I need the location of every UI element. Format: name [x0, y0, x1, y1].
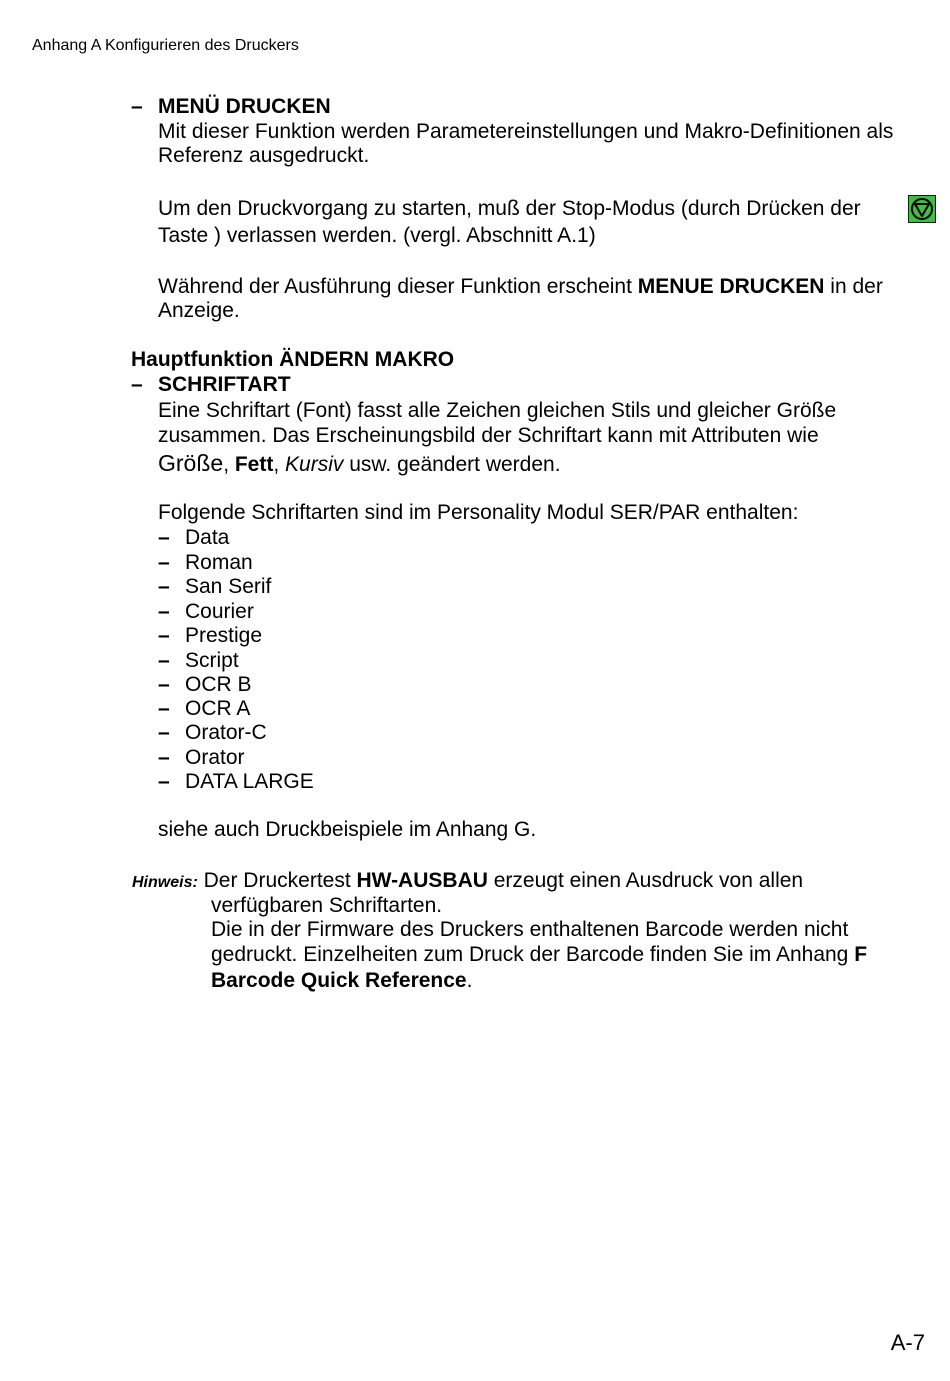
- list-dash: –: [158, 746, 170, 769]
- list-item-label: Data: [185, 526, 230, 549]
- menu-drucken-desc-line2: Referenz ausgedruckt.: [158, 144, 370, 167]
- list-dash: –: [158, 575, 170, 598]
- list-dash: –: [158, 526, 170, 549]
- list-item-label: Prestige: [185, 624, 263, 647]
- menu-drucken-desc-line1: Mit dieser Funktion werden Parametereinstellungen und Makro-Definitionen als: [158, 120, 894, 143]
- menu-drucken-title: MENÜ DRUCKEN: [158, 95, 331, 118]
- display-text-bold: MENUE DRUCKEN: [637, 275, 825, 298]
- hinweis-line3: Die in der Firmware des Druckers enthaltenen Barcode werden nicht: [211, 918, 849, 941]
- attr-sep-2: ,: [273, 453, 286, 476]
- list-item-label: Orator-C: [185, 721, 267, 744]
- attr-post: usw. geändert werden.: [343, 453, 561, 476]
- list-item: [158, 574, 170, 599]
- list-item-label: Roman: [185, 551, 253, 574]
- list-dash: –: [158, 551, 170, 574]
- see-also-note: siehe auch Druckbeispiele im Anhang G.: [158, 818, 537, 841]
- list-item-label: DATA LARGE: [185, 770, 314, 793]
- list-item: [158, 525, 170, 550]
- hinweis-line1-post: erzeugt einen Ausdruck von allen: [487, 869, 804, 892]
- list-dash: –: [158, 721, 170, 744]
- hinweis-label: Hinweis:: [132, 874, 198, 891]
- fonts-intro: Folgende Schriftarten sind im Personality Modul SER/PAR enthalten:: [158, 501, 799, 524]
- menu-drucken-display-line1: [158, 274, 883, 299]
- hinweis-line1-pre: Der Druckertest: [197, 869, 357, 892]
- list-dash: –: [158, 673, 170, 696]
- schriftart-attributes-line: [158, 451, 561, 477]
- list-dash: –: [158, 697, 170, 720]
- hinweis-line5: [211, 968, 472, 993]
- hinweis-line4-bold: F: [854, 943, 868, 966]
- list-dash: –: [158, 770, 170, 793]
- list-item: [158, 696, 170, 721]
- hinweis-line1-bold: HW-AUSBAU: [356, 869, 488, 892]
- display-text-post: in der: [824, 275, 883, 298]
- display-text-pre: Während der Ausführung dieser Funktion erscheint: [158, 275, 638, 298]
- menu-drucken-start-line2: Taste ) verlassen werden. (vergl. Abschnitt A.1): [158, 224, 596, 247]
- stop-key-icon: [908, 195, 936, 223]
- hinweis-line1: [132, 868, 803, 895]
- list-item-label: Script: [185, 649, 239, 672]
- attr-fett: Fett: [234, 453, 274, 476]
- menu-drucken-start-line1: Um den Druckvorgang zu starten, muß der Stop-Modus (durch Drücken der: [158, 197, 861, 220]
- menu-drucken-display-line2: Anzeige.: [158, 299, 240, 322]
- list-dash: –: [158, 624, 170, 647]
- schriftart-desc-line1: Eine Schriftart (Font) fasst alle Zeichen gleichen Stils und gleicher Größe: [158, 399, 837, 422]
- hinweis-line5-bold: Barcode Quick Reference: [211, 969, 467, 992]
- list-dash: –: [158, 649, 170, 672]
- hinweis-line5-post: .: [466, 969, 473, 992]
- schriftart-dash: –: [131, 373, 143, 396]
- hinweis-line4: [211, 942, 867, 967]
- attr-groesse: Größe: [158, 450, 224, 476]
- list-item: [158, 599, 170, 624]
- page-number: A-7: [890, 1330, 925, 1355]
- list-item-label: Courier: [185, 600, 254, 623]
- schriftart-title: SCHRIFTART: [158, 373, 291, 396]
- list-item: [158, 672, 170, 697]
- list-item: [158, 745, 170, 770]
- list-item-label: OCR B: [185, 673, 252, 696]
- list-item-label: Orator: [185, 746, 245, 769]
- list-item-label: San Serif: [185, 575, 272, 598]
- menu-drucken-dash: –: [131, 95, 143, 118]
- schriftart-desc-line2: zusammen. Das Erscheinungsbild der Schriftart kann mit Attributen wie: [158, 424, 819, 447]
- attr-sep-1: ,: [223, 453, 235, 476]
- aendern-makro-heading: Hauptfunktion ÄNDERN MAKRO: [131, 348, 455, 371]
- list-item: [158, 550, 170, 575]
- hinweis-line4-pre: gedruckt. Einzelheiten zum Druck der Barcode finden Sie im Anhang: [211, 943, 855, 966]
- list-item: [158, 623, 170, 648]
- list-item: [158, 769, 170, 794]
- list-item: [158, 720, 170, 745]
- hinweis-line2: verfügbaren Schriftarten.: [211, 894, 443, 917]
- list-dash: –: [158, 600, 170, 623]
- list-item-label: OCR A: [185, 697, 251, 720]
- list-item: [158, 648, 170, 673]
- attr-kursiv: Kursiv: [285, 453, 344, 476]
- running-head: Anhang A Konfigurieren des Druckers: [32, 37, 299, 54]
